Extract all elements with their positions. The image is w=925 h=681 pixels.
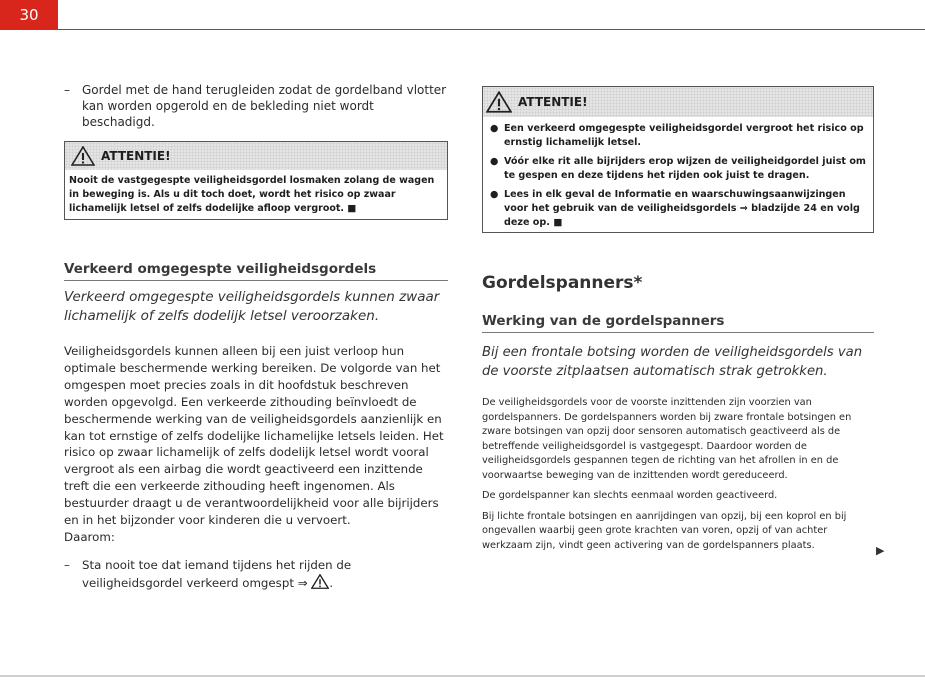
left-column [64, 82, 448, 592]
warning-text: Nooit de vastgegespte veiligheidsgordel losmaken zolang de wagen in beweging is. Als u dit toch doet, wordt het risico op zwaar lichamelijk letsel of zelfs dodelijke afloop vergroot. ■ [69, 175, 435, 214]
warning-item [486, 188, 870, 230]
warning-title: ATTENTIE! [101, 149, 171, 163]
lead-text-left: Verkeerd omgegespte veiligheidsgordels kunnen zwaar lichamelijk of zelfs dodelijk letsel veroorzaken. [64, 289, 440, 324]
section-title-werking: Werking van de gordelspanners [482, 313, 874, 333]
chapter-title: Gordelspanners* [482, 273, 643, 293]
warning-triangle-icon [71, 146, 95, 166]
intro-bullet [64, 82, 448, 129]
warning-title: ATTENTIE! [518, 95, 588, 109]
header-rule [58, 29, 925, 30]
page-number: 30 [0, 0, 58, 30]
bullet-dot: ● [490, 189, 499, 200]
period: . [329, 575, 334, 590]
warning-item-text: Lees in elk geval de Informatie en waarschuwingsaanwijzingen voor het gebruik van de veiligheidsgordels ⇒ bladzijde 24 en volg deze op. ■ [504, 189, 860, 228]
warning-box-left [64, 141, 448, 220]
final-bullet-text: Sta nooit toe dat iemand tijdens het rijden de veiligheidsgordel verkeerd omgespt ⇒ [82, 557, 352, 590]
dash-marker: – [64, 83, 70, 97]
warning-header [65, 142, 447, 170]
warning-item [486, 122, 870, 150]
paragraph-3: Bij lichte frontale botsingen en aanrijdingen van opzij, bij een koprol en bij ongevallen waarbij geen grote krachten van voren, opzij of van achter werkzaam zijn, vindt geen activering van de gordelspanners plaats. [482, 510, 847, 551]
daarom-text: Daarom: [64, 529, 115, 544]
warning-box-right [482, 86, 874, 233]
bullet-dot: ● [490, 123, 499, 134]
footer-rule [0, 675, 925, 677]
warning-item-text: Een verkeerd omgegespte veiligheidsgordel vergroot het risico op ernstig lichamelijk letsel. [504, 123, 864, 148]
final-bullet [64, 557, 448, 592]
bullet-dot: ● [490, 156, 499, 167]
paragraph-2: De gordelspanner kan slechts eenmaal worden geactiveerd. [482, 490, 778, 501]
paragraph-1: De veiligheidsgordels voor de voorste inzittenden zijn voorzien van gordelspanners. De gordelspanners worden bij zware frontale botsingen en zware botsingen van opzij door sensoren automatisch geactiveerd als de betreffende veiligheidsgordel is vastgegespt. Daardoor worden de veiligheidsgordels gespannen tegen de richting van het afrollen in en de voorwaartse beweging van de inzittenden wordt gereduceerd. [482, 397, 852, 481]
warning-list [483, 117, 873, 232]
warning-item [486, 155, 870, 183]
right-column [482, 86, 874, 553]
warning-item-text: Vóór elke rit alle bijrijders erop wijzen de veiligheidgordel juist om te gespen en deze tijdens het rijden ook juist te dragen. [504, 156, 866, 181]
intro-bullet-text: Gordel met de hand terugleiden zodat de gordelband vlotter kan worden opgerold en de bekleding niet wordt beschadigd. [82, 83, 447, 129]
warning-header [483, 87, 873, 117]
warning-triangle-icon [311, 574, 329, 589]
body-text-left: Veiligheidsgordels kunnen alleen bij een juist verloop hun optimale beschermende werking bereiken. De volgorde van het omgespen moet precies zoals in dit hoofdstuk beschreven worden opgevolgd. Een verkeerde zithouding beïnvloedt de beschermende werking van de veiligheidsgordels aanzienlijk en kan tot ernstige of zelfs dodelijke lichamelijke letsels leiden. Het risico op zwaar lichamelijk of zelfs dodelijk letsel wordt vooral vergroot als een airbag die wordt geactiveerd een inzittende treft die een verkeerde zithouding heeft ingenomen. Als bestuurder draagt u de verantwoordelijkheid voor alle bijrijders en in het bijzonder voor kinderen die u vervoert. [64, 344, 444, 528]
dash-marker: – [64, 557, 70, 572]
continue-arrow-icon: ▶ [876, 544, 885, 557]
warning-triangle-icon [486, 91, 512, 113]
section-title-verkeerd: Verkeerd omgegespte veiligheidsgordels [64, 261, 448, 281]
lead-text-right: Bij een frontale botsing worden de veiligheidsgordels van de voorste zitplaatsen automatisch strak getrokken. [482, 345, 863, 379]
